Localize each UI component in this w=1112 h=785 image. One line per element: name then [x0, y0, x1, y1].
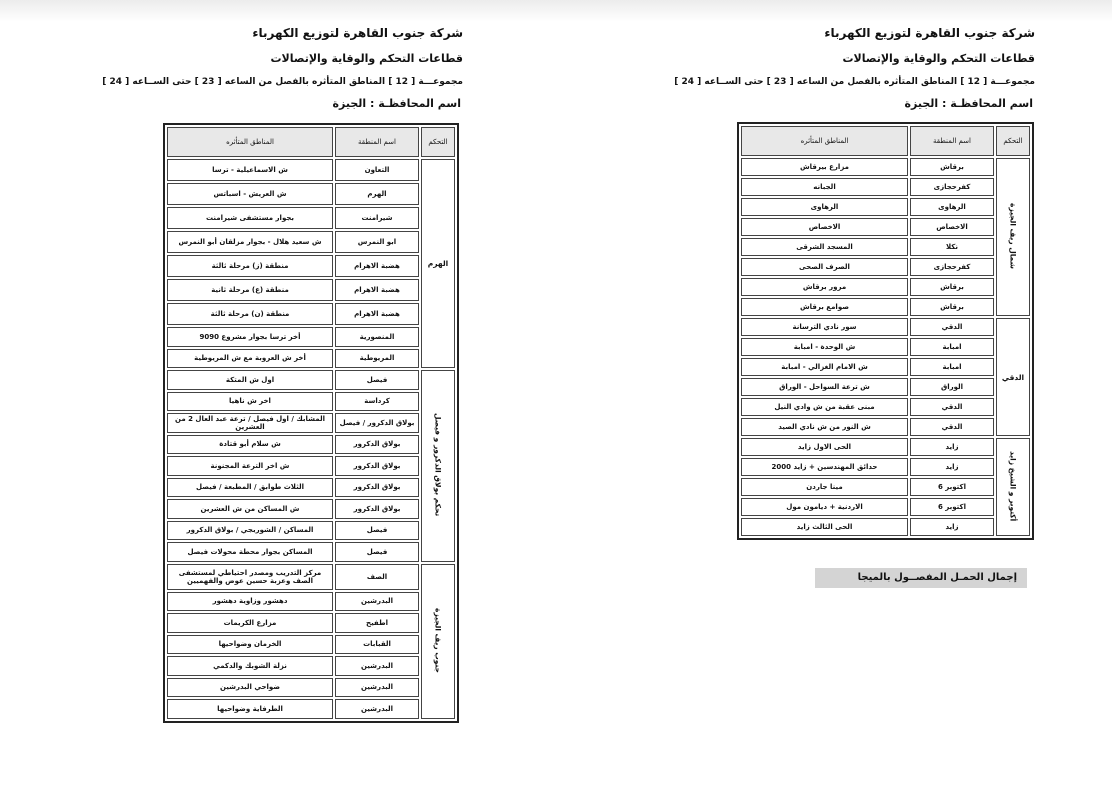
table-row [741, 418, 1030, 436]
governorate-label: اسم المحافظـة : الجيزة [332, 97, 461, 110]
area-cell: الصف [335, 564, 419, 590]
affected-cell: أخر ش العروبة مع ش المريوطية [167, 349, 333, 369]
affected-cell: مركز التدريب ومصدر احتياطي لمستشفى الصف وعزبة حسين عوض والفهميين [167, 564, 333, 590]
affected-cell: مزارع الكريمات [167, 613, 333, 633]
affected-cell: الصرف الصحى [741, 258, 908, 276]
table-row [741, 518, 1030, 536]
affected-cell: منطقة (ز) مرحلة ثالثة [167, 255, 333, 277]
table-row [741, 498, 1030, 516]
area-cell: البدرشين [335, 699, 419, 719]
control-cell [421, 370, 455, 562]
area-cell: امبابة [910, 358, 994, 376]
table-row [741, 278, 1030, 296]
affected-cell: اخر ش ناهيا [167, 392, 333, 412]
area-cell: زايد [910, 438, 994, 456]
area-cell: الدقي [910, 318, 994, 336]
governorate-label: اسم المحافظـة : الجيزة [904, 97, 1033, 110]
affected-cell: المساكن / الشوربجي / بولاق الدكرور [167, 521, 333, 541]
affected-cell: منطقة (ن) مرحلة ثالثة [167, 303, 333, 325]
affected-cell: دهشور وزاوية دهشور [167, 592, 333, 612]
area-cell: القبابات [335, 635, 419, 655]
area-cell: الوراق [910, 378, 994, 396]
affected-cell: الحى الثالث زايد [741, 518, 908, 536]
affected-cell: ش سعيد هلال - بجوار مزلقان أبو النمرس [167, 231, 333, 253]
area-cell: اكتوبر 6 [910, 478, 994, 496]
area-cell: زايد [910, 518, 994, 536]
area-cell: المريوطية [335, 349, 419, 369]
affected-cell: ش اخر الترعة المجنونة [167, 456, 333, 476]
group-line: مجموعـــة [ 12 ] المناطق المتأثره بالفصل من الساعه [ 23 ] حتى الســاعه [ 24 ] [102, 77, 463, 87]
col-affected: المناطق المتأثره [741, 126, 908, 156]
company-name: شركة جنوب القاهرة لتوزيع الكهرباء [252, 26, 463, 40]
affected-cell: المسجد الشرقى [741, 238, 908, 256]
left-table-body [167, 159, 455, 719]
affected-cell: مرور برقاش [741, 278, 908, 296]
area-cell: كفرحجازى [910, 258, 994, 276]
table-row [741, 178, 1030, 196]
table-row [167, 499, 455, 519]
area-cell: الرهاوى [910, 198, 994, 216]
area-cell: بولاق الدكرور / فيصل [335, 413, 419, 433]
col-affected: المناطق المتأثره [167, 127, 333, 157]
area-cell: هضبة الاهرام [335, 255, 419, 277]
left-outage-table [163, 123, 459, 723]
col-control: التحكم [996, 126, 1030, 156]
area-cell: الدقي [910, 398, 994, 416]
affected-cell: ش الوحدة - امبابة [741, 338, 908, 356]
control-label: أكتوبر و الشيخ زايد [1008, 450, 1018, 522]
control-label: الهرم [427, 259, 449, 268]
table-row [741, 298, 1030, 316]
company-name: شركة جنوب القاهرة لتوزيع الكهرباء [824, 26, 1035, 40]
control-cell [996, 318, 1030, 436]
area-cell: الاخصاص [910, 218, 994, 236]
table-row [167, 327, 455, 347]
affected-cell: مينا جاردن [741, 478, 908, 496]
affected-cell: ضواحي البدرشين [167, 678, 333, 698]
affected-cell: صوامع برقاش [741, 298, 908, 316]
table-row [167, 592, 455, 612]
area-cell: بولاق الدكرور [335, 478, 419, 498]
table-row [167, 349, 455, 369]
area-cell: فيصل [335, 542, 419, 562]
affected-cell: ش المساكن من ش العشرين [167, 499, 333, 519]
area-cell: شيرامنت [335, 207, 419, 229]
table-row [167, 521, 455, 541]
col-area: اسم المنطقة [335, 127, 419, 157]
control-cell [421, 564, 455, 719]
area-cell: ابو النمرس [335, 231, 419, 253]
affected-cell: ش النور من ش نادي الصيد [741, 418, 908, 436]
affected-cell: الخرمان وضواحيها [167, 635, 333, 655]
affected-cell: اول ش المتكة [167, 370, 333, 390]
area-cell: الهرم [335, 183, 419, 205]
table-row [741, 358, 1030, 376]
affected-cell: بجوار مستشفى شيرامنت [167, 207, 333, 229]
affected-cell: مبنى عقبة من ش وادي النيل [741, 398, 908, 416]
affected-cell: الرهاوى [741, 198, 908, 216]
table-row [741, 318, 1030, 336]
area-cell: برقاش [910, 278, 994, 296]
area-cell: بولاق الدكرور [335, 499, 419, 519]
area-cell: التعاون [335, 159, 419, 181]
right-outage-table [737, 122, 1034, 540]
area-cell: اطفيح [335, 613, 419, 633]
area-cell: كفرحجازى [910, 178, 994, 196]
control-label: شمال ريف الجيزة [1008, 203, 1018, 269]
area-cell: كرداسة [335, 392, 419, 412]
affected-cell: ش سلام أبو قتادة [167, 435, 333, 455]
left-page-header [88, 0, 463, 110]
table-row [167, 435, 455, 455]
table-header-row [167, 127, 455, 157]
table-row [167, 255, 455, 277]
table-row [167, 231, 455, 253]
affected-cell: الطرفاية وضواحيها [167, 699, 333, 719]
affected-cell: الاردنية + ديامون مول [741, 498, 908, 516]
table-row [167, 413, 455, 433]
right-table-body [741, 158, 1030, 536]
area-cell: نكلا [910, 238, 994, 256]
table-row [167, 564, 455, 590]
area-cell: فيصل [335, 370, 419, 390]
area-cell: هضبة الاهرام [335, 303, 419, 325]
area-cell: البدرشين [335, 678, 419, 698]
sectors-title: قطاعات التحكم والوقاية والإتصالات [842, 52, 1035, 65]
affected-cell: مزارع بيرقاش [741, 158, 908, 176]
table-row [167, 456, 455, 476]
table-row [167, 678, 455, 698]
control-label: الدقي [1001, 372, 1025, 382]
table-row [167, 370, 455, 390]
area-cell: فيصل [335, 521, 419, 541]
table-row [741, 378, 1030, 396]
control-cell [996, 158, 1030, 316]
table-row [167, 656, 455, 676]
control-cell [421, 159, 455, 368]
affected-cell: الاخصاص [741, 218, 908, 236]
area-cell: البدرشين [335, 656, 419, 676]
area-cell: هضبة الاهرام [335, 279, 419, 301]
affected-cell: الحى الاول زايد [741, 438, 908, 456]
table-row [741, 458, 1030, 476]
table-header-row [741, 126, 1030, 156]
affected-cell: المساكن بجوار محطة محولات فيصل [167, 542, 333, 562]
area-cell: المنصورية [335, 327, 419, 347]
col-control: التحكم [421, 127, 455, 157]
table-row [741, 478, 1030, 496]
table-row [167, 699, 455, 719]
area-cell: امبابة [910, 338, 994, 356]
affected-cell: أخر ترسا بجوار مشروع 9090 [167, 327, 333, 347]
table-row [741, 238, 1030, 256]
affected-cell: المشابك / اول فيصل / ترعة عبد العال 2 من العشرين [167, 413, 333, 433]
table-row [741, 218, 1030, 236]
affected-cell: نزلة الشوبك والدكمي [167, 656, 333, 676]
affected-cell: سور نادي الترسانة [741, 318, 908, 336]
table-row [167, 613, 455, 633]
table-row [741, 198, 1030, 216]
affected-cell: حدائق المهندسين + زايد 2000 [741, 458, 908, 476]
affected-cell: منطقة (ع) مرحلة ثانية [167, 279, 333, 301]
control-label: جنوب ريف الجيزة [433, 607, 443, 673]
table-row [741, 398, 1030, 416]
table-row [741, 438, 1030, 456]
area-cell: الدقي [910, 418, 994, 436]
area-cell: برقاش [910, 158, 994, 176]
col-area: اسم المنطقة [910, 126, 994, 156]
table-row [167, 183, 455, 205]
table-row [167, 392, 455, 412]
table-row [167, 207, 455, 229]
affected-cell: الثلاث طوابق / المطبعة / فيصل [167, 478, 333, 498]
area-cell: البدرشين [335, 592, 419, 612]
affected-cell: ش الاسماعيلية - ترسا [167, 159, 333, 181]
area-cell: بولاق الدكرور [335, 456, 419, 476]
control-cell [996, 438, 1030, 536]
table-row [167, 478, 455, 498]
affected-cell: ش ترعة السواحل - الوراق [741, 378, 908, 396]
area-cell: اكتوبر 6 [910, 498, 994, 516]
control-label: تحكم بولاق الدكرور و فيصل [433, 413, 443, 517]
table-row [167, 159, 455, 181]
table-row [167, 542, 455, 562]
total-load-label: إجمال الحمـل المفصــول بالميجا [815, 568, 1027, 588]
table-row [167, 303, 455, 325]
area-cell: برقاش [910, 298, 994, 316]
group-line: مجموعـــة [ 12 ] المناطق المتأثره بالفصل من الساعه [ 23 ] حتى الســاعه [ 24 ] [674, 77, 1035, 87]
area-cell: بولاق الدكرور [335, 435, 419, 455]
right-page-header [660, 0, 1035, 110]
affected-cell: الجبانه [741, 178, 908, 196]
area-cell: زايد [910, 458, 994, 476]
affected-cell: ش الامام الغزالي - امبابة [741, 358, 908, 376]
table-row [741, 158, 1030, 176]
table-row [741, 258, 1030, 276]
table-row [167, 279, 455, 301]
table-row [167, 635, 455, 655]
sectors-title: قطاعات التحكم والوقاية والإتصالات [270, 52, 463, 65]
affected-cell: ش العريش - اسباتس [167, 183, 333, 205]
table-row [741, 338, 1030, 356]
